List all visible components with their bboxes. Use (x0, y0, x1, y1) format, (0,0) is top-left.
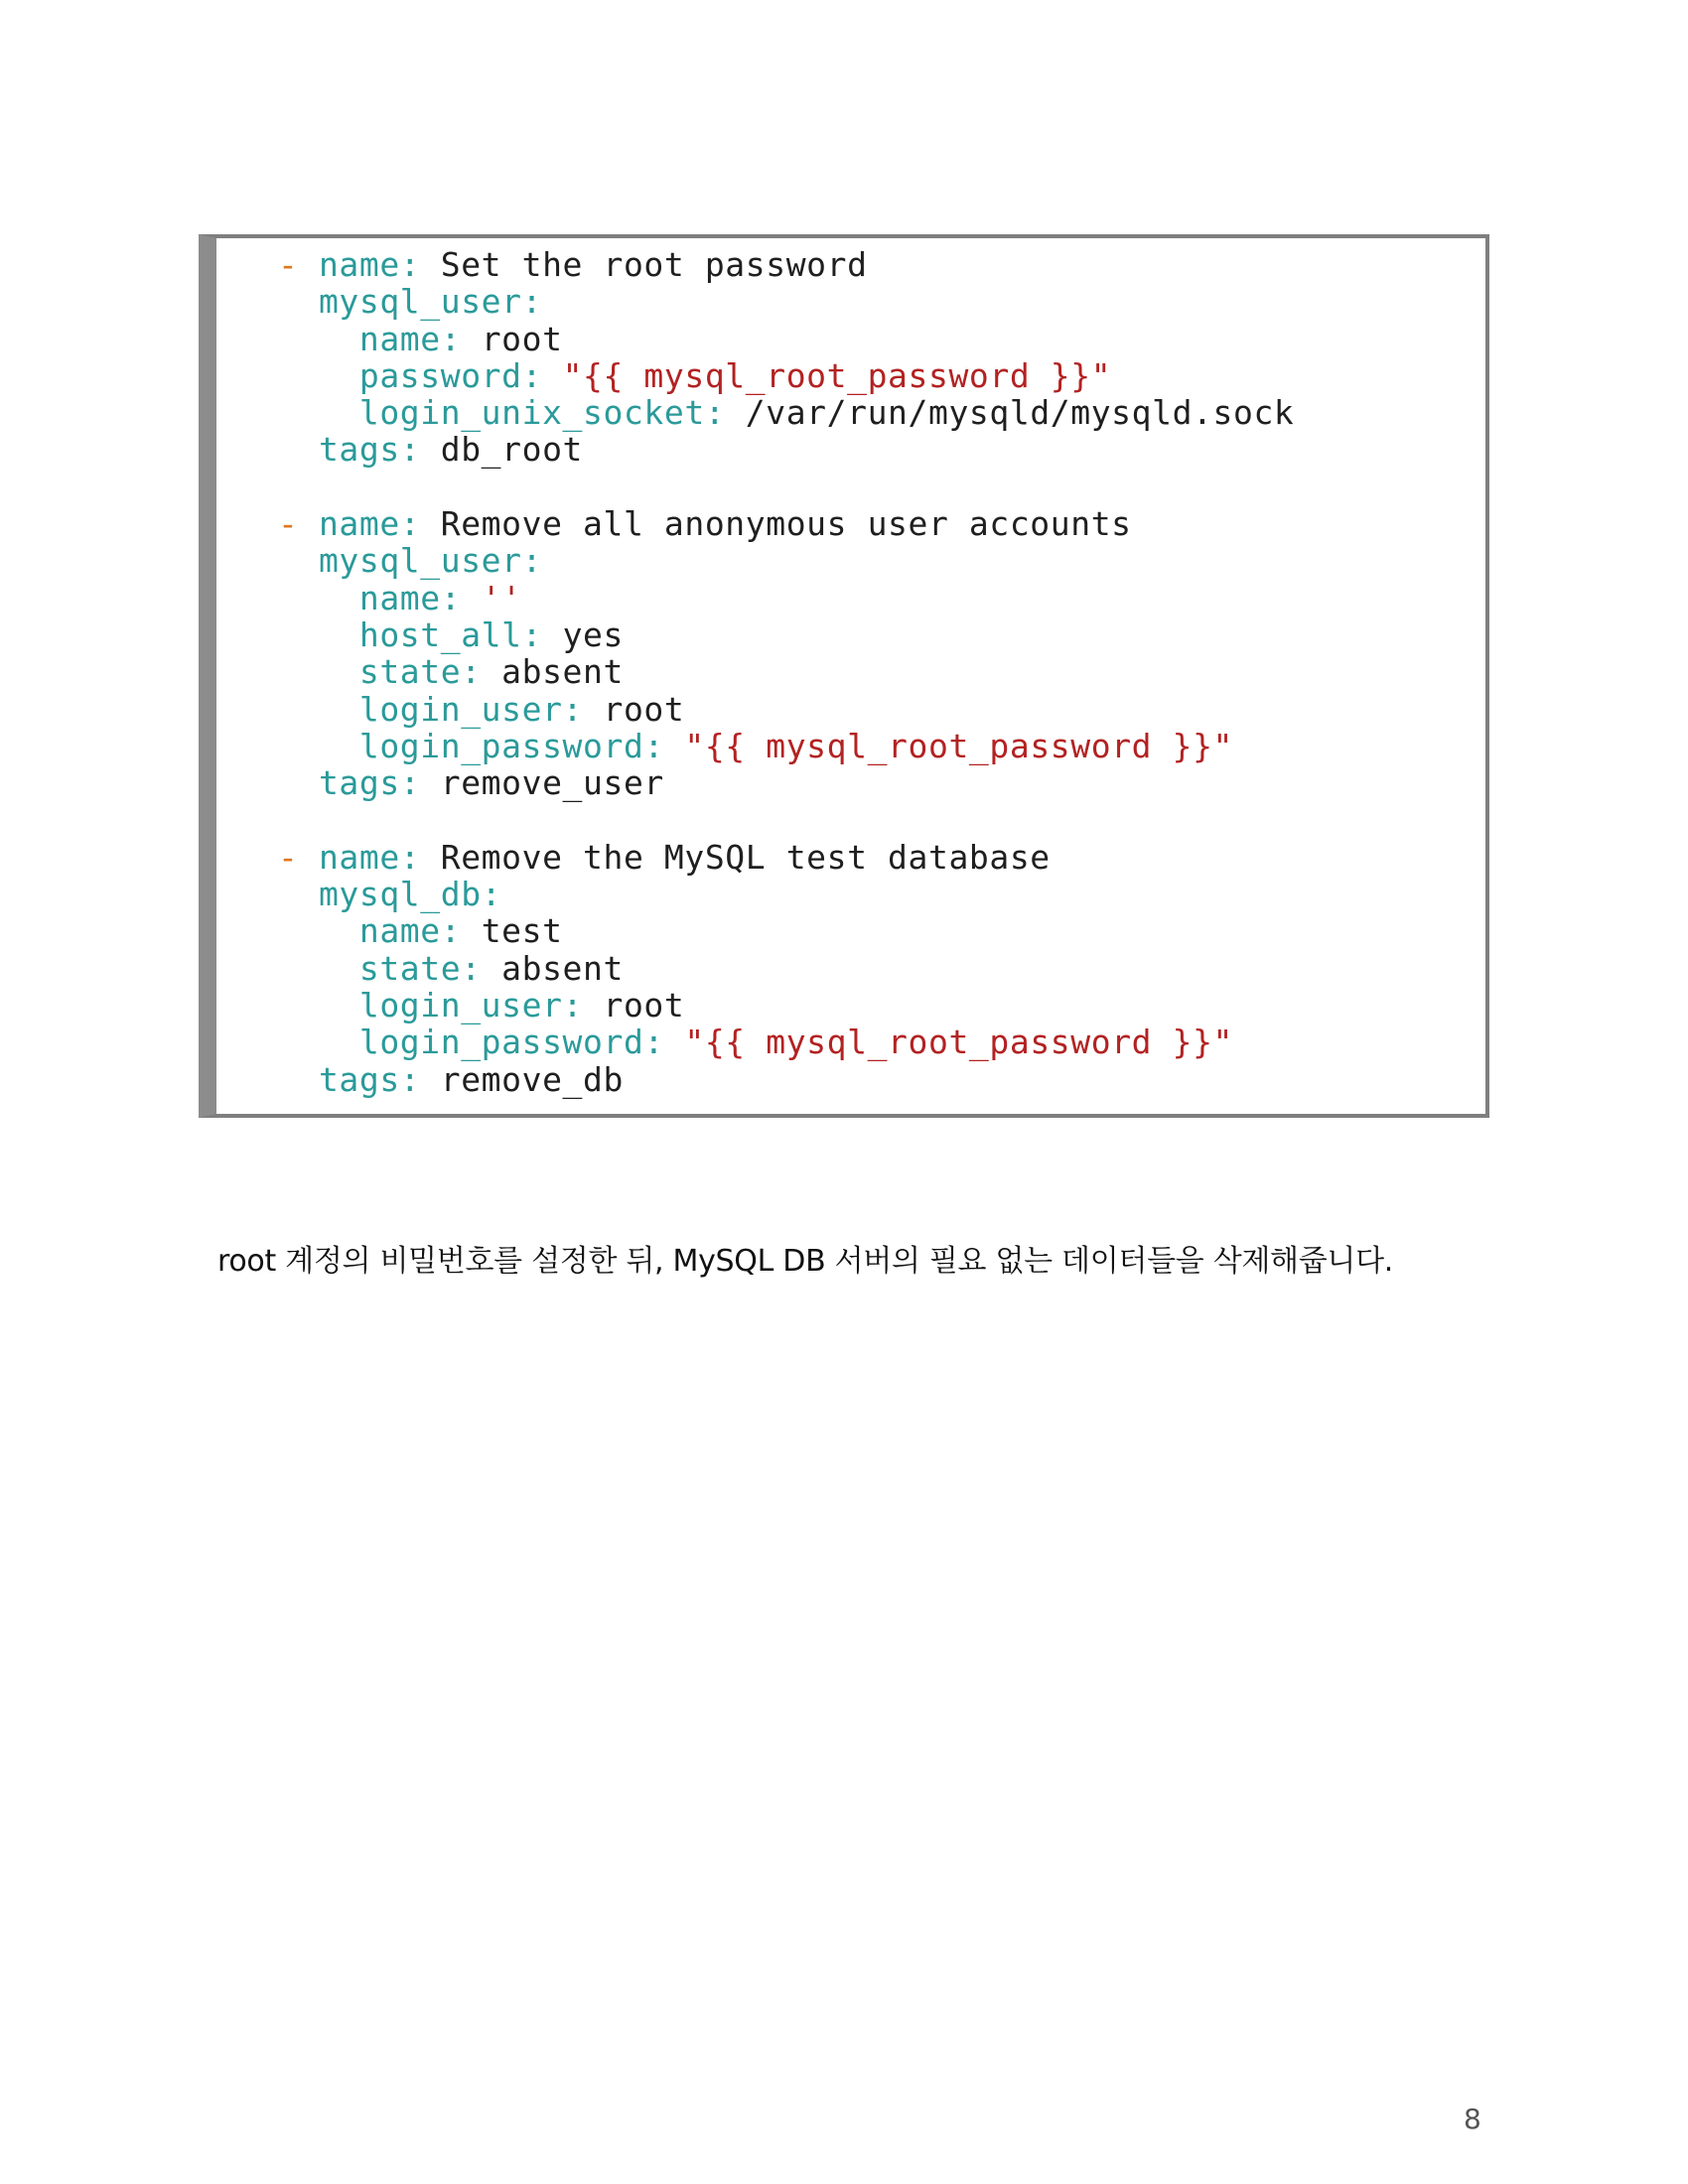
code-line (278, 912, 1485, 949)
yaml-colon: : (440, 911, 482, 951)
code-line (278, 764, 1485, 801)
yaml-colon: : (481, 875, 502, 914)
yaml-colon: : (399, 430, 441, 470)
code-line (278, 653, 1485, 690)
code-indent (278, 652, 359, 691)
yaml-value: root (603, 985, 685, 1024)
code-indent (278, 875, 319, 913)
yaml-value: Set the root password (440, 245, 868, 284)
code-indent (278, 763, 319, 802)
yaml-string-value: "{{ mysql_root_password }}" (684, 1023, 1234, 1062)
code-indent (278, 430, 319, 469)
code-block (199, 234, 1489, 1118)
code-indent (278, 911, 359, 950)
yaml-key: login_password (358, 726, 644, 765)
code-line (278, 950, 1485, 987)
code-line (278, 987, 1485, 1024)
yaml-string-value: "{{ mysql_root_password }}" (562, 355, 1112, 395)
yaml-key: mysql_user (318, 541, 522, 581)
yaml-colon: : (521, 282, 543, 322)
code-line (278, 394, 1485, 431)
code-indent (278, 282, 319, 321)
yaml-value: Remove all anonymous user accounts (440, 504, 1132, 544)
code-indent (278, 615, 359, 654)
yaml-key: password (358, 355, 522, 395)
yaml-value: root (603, 689, 685, 729)
yaml-key: name (358, 319, 441, 358)
yaml-colon: : (704, 393, 746, 433)
yaml-key: tags (318, 763, 400, 803)
yaml-string-value: "{{ mysql_root_password }}" (684, 726, 1234, 765)
page-number: 8 (1464, 2103, 1481, 2135)
code-line (278, 542, 1485, 579)
code-indent (278, 356, 359, 395)
yaml-key: tags (318, 1059, 400, 1099)
code-line (278, 580, 1485, 616)
code-line (278, 1061, 1485, 1098)
yaml-value: absent (501, 948, 624, 988)
code-indent (278, 690, 359, 729)
yaml-colon: : (461, 948, 502, 988)
code-indent (278, 541, 319, 580)
code-indent (278, 1023, 359, 1061)
yaml-key: name (358, 578, 441, 617)
yaml-colon: : (643, 726, 685, 765)
code-indent (278, 949, 359, 988)
yaml-colon: : (399, 1059, 441, 1099)
yaml-value: yes (562, 614, 624, 654)
list-dash: - (278, 245, 319, 284)
code-indent (278, 1060, 319, 1099)
code-line (278, 691, 1485, 728)
yaml-colon: : (399, 763, 441, 803)
yaml-colon: : (399, 504, 441, 544)
code-indent (278, 986, 359, 1024)
yaml-value: remove_db (440, 1059, 624, 1099)
yaml-colon: : (562, 689, 604, 729)
caption-text: root 계정의 비밀번호를 설정한 뒤, MySQL DB 서버의 필요 없는 데이터들을 삭제해줍니다. (217, 1244, 1394, 1279)
code-indent (278, 727, 359, 765)
yaml-value: remove_user (440, 763, 664, 803)
code-line (278, 505, 1485, 542)
yaml-string-value: '' (481, 578, 522, 617)
yaml-key: login_user (358, 985, 563, 1024)
yaml-key: name (318, 837, 400, 877)
yaml-key: state (358, 652, 462, 692)
code-line (278, 616, 1485, 653)
code-line (278, 246, 1485, 283)
yaml-key: login_unix_socket (358, 393, 705, 433)
yaml-colon: : (521, 614, 563, 654)
yaml-colon: : (399, 837, 441, 877)
yaml-value: root (481, 319, 563, 358)
yaml-colon: : (521, 541, 543, 581)
code-line (278, 357, 1485, 394)
yaml-value: db_root (440, 430, 584, 470)
yaml-key: tags (318, 430, 400, 470)
yaml-key: state (358, 948, 462, 988)
code-line (278, 321, 1485, 357)
code-line (278, 728, 1485, 764)
yaml-key: name (318, 245, 400, 284)
code-lines (216, 246, 1485, 1114)
code-line (278, 839, 1485, 876)
code-line (278, 431, 1485, 468)
yaml-key: name (358, 911, 441, 951)
yaml-key: mysql_user (318, 282, 522, 322)
code-indent (278, 320, 359, 358)
yaml-key: name (318, 504, 400, 544)
code-indent (278, 393, 359, 432)
yaml-colon: : (643, 1023, 685, 1062)
yaml-colon: : (399, 245, 441, 284)
yaml-colon: : (440, 319, 482, 358)
yaml-colon: : (521, 355, 563, 395)
yaml-key: login_user (358, 689, 563, 729)
code-line (278, 283, 1485, 320)
yaml-value: absent (501, 652, 624, 692)
list-dash: - (278, 837, 319, 877)
yaml-key: mysql_db (318, 875, 482, 914)
code-line (278, 801, 1485, 838)
code-indent (278, 579, 359, 617)
code-line (278, 876, 1485, 912)
code-line (278, 1024, 1485, 1060)
yaml-value: test (481, 911, 563, 951)
yaml-value: Remove the MySQL test database (440, 837, 1051, 877)
yaml-key: host_all (358, 614, 522, 654)
yaml-value: /var/run/mysqld/mysqld.sock (745, 393, 1295, 433)
yaml-key: login_password (358, 1023, 644, 1062)
yaml-colon: : (440, 578, 482, 617)
code-line (278, 469, 1485, 505)
list-dash: - (278, 504, 319, 544)
yaml-colon: : (461, 652, 502, 692)
yaml-colon: : (562, 985, 604, 1024)
